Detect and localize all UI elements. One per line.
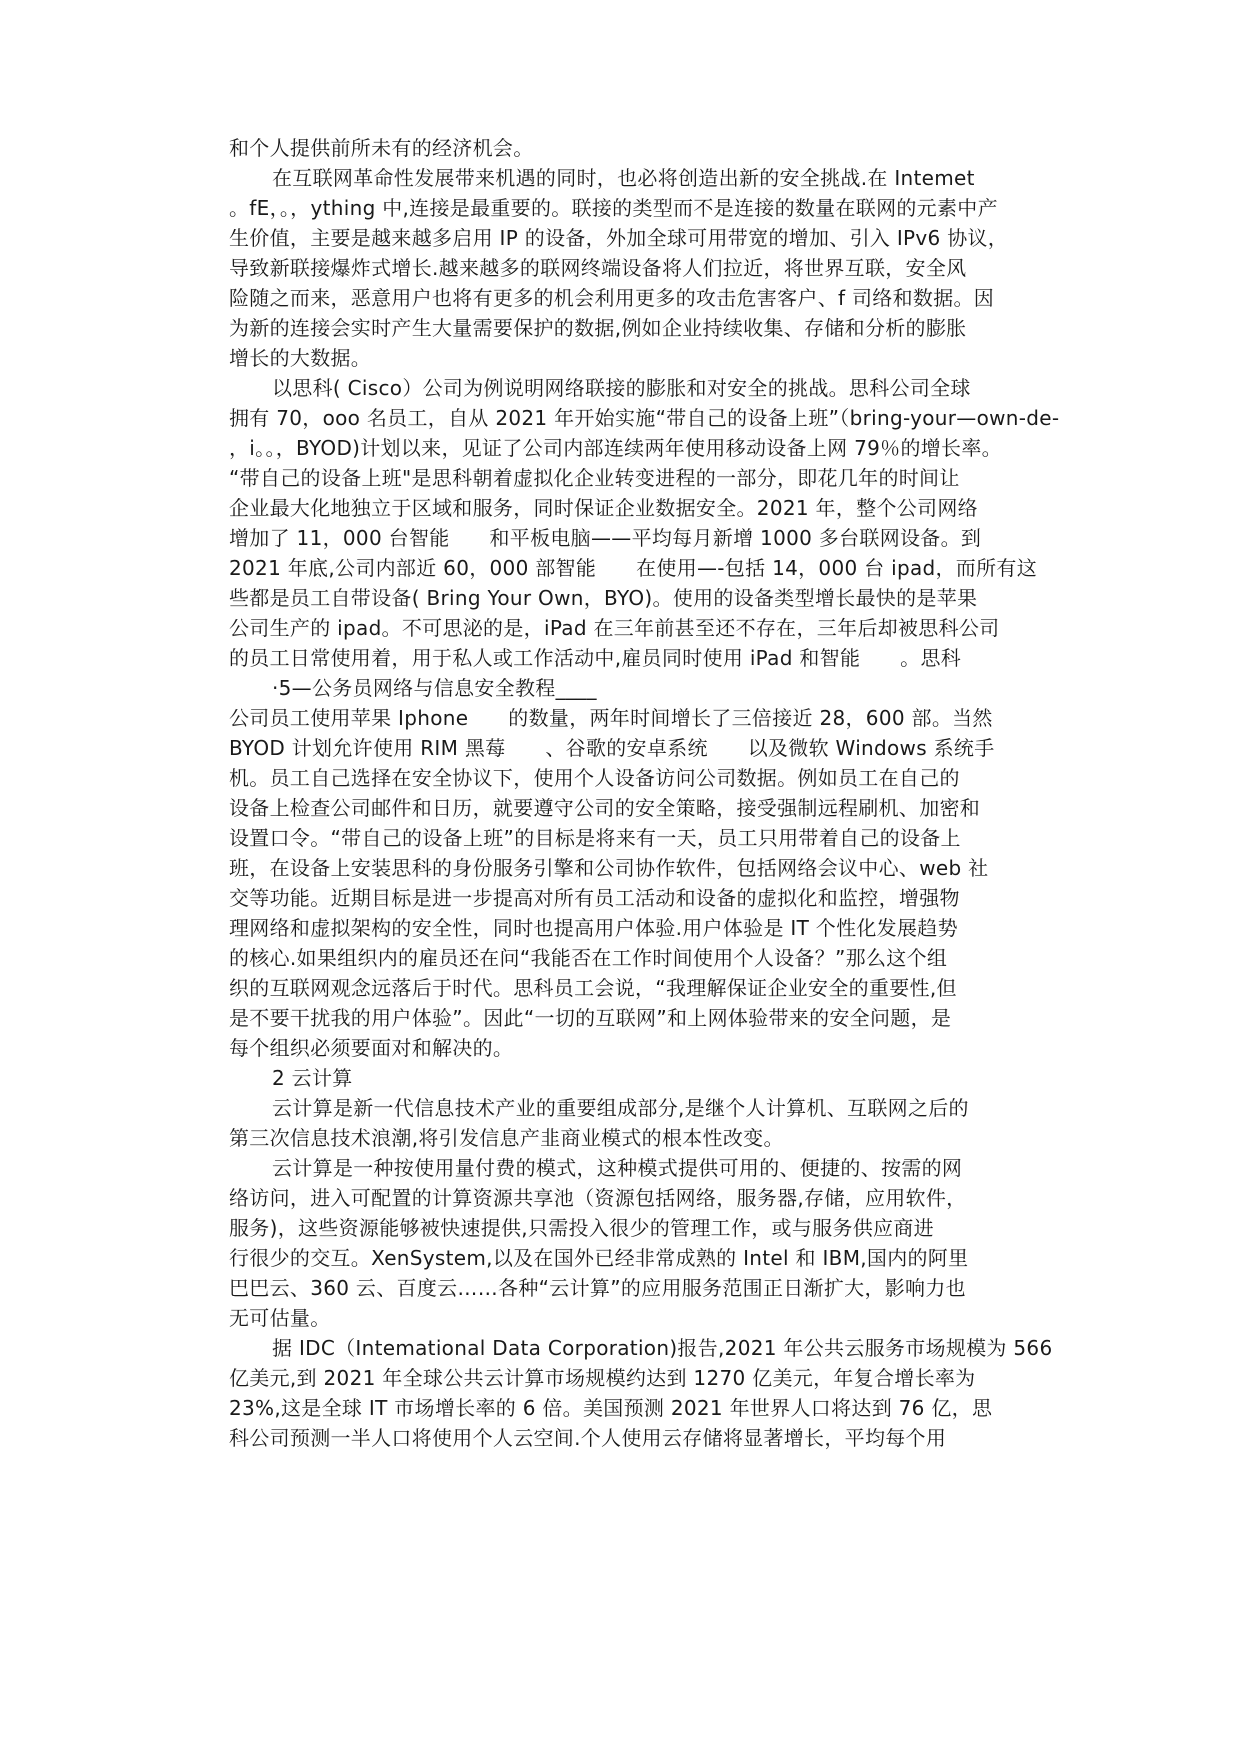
text-line: 交等功能。近期目标是进一步提高对所有员工活动和设备的虚拟化和监控，增强物	[229, 886, 960, 910]
paragraph-line: 云计算是新一代信息技术产业的重要组成部分,是继个人计算机、互联网之后的	[272, 1096, 969, 1120]
text-line: 织的互联网观念远落后于时代。思科员工会说，“我理解保证企业安全的重要性,但	[229, 976, 957, 1000]
text-line: 无可估量。	[229, 1306, 331, 1330]
text-line: 增加了 11，000 台智能 和平板电脑——平均每月新增 1000 多台联网设备。到	[229, 526, 982, 550]
text-line: 巴巴云、360 云、百度云……各种“云计算”的应用服务范围正日渐扩大，影响力也	[229, 1276, 966, 1300]
text-line: 和个人提供前所未有的经济机会。	[229, 136, 534, 160]
section-heading: 2 云计算	[272, 1066, 353, 1090]
text-line: 亿美元,到 2021 年全球公共云计算市场规模约达到 1270 亿美元，年复合增长率为	[229, 1366, 976, 1390]
text-line: 每个组织必须要面对和解决的。	[229, 1036, 514, 1060]
text-line: 公司员工使用苹果 Iphone 的数量，两年时间增长了三倍接近 28，600 部。当然	[229, 706, 993, 730]
text-line: BYOD 计划允许使用 RIM 黑莓 、谷歌的安卓系统 以及微软 Windows 系统手	[229, 736, 995, 760]
text-line: “带自己的设备上班"是思科朝着虚拟化企业转变进程的一部分，即花几年的时间让	[229, 466, 960, 490]
page-footer-label: ·5—公务员网络与信息安全教程____	[272, 676, 597, 700]
text-line: 行很少的交互。XenSystem,以及在国外已经非常成熟的 Intel 和 IBM,国内的阿里	[229, 1246, 969, 1270]
text-line: 导致新联接爆炸式增长.越来越多的联网终端设备将人们拉近，将世界互联，安全风	[229, 256, 967, 280]
text-line: 险随之而来，恶意用户也将有更多的机会利用更多的攻击危害客户、f 司络和数据。因	[229, 286, 995, 310]
text-line: 设置口令。“带自己的设备上班”的目标是将来有一天，员工只用带着自己的设备上	[229, 826, 961, 850]
text-line: 的核心.如果组织内的雇员还在问“我能否在工作时间使用个人设备？”那么这个组	[229, 946, 948, 970]
text-line: 公司生产的 ipad。不可思泌的是，iPad 在三年前甚至还不存在，三年后却被思科公司	[229, 616, 1000, 640]
text-line: 23%,这是全球 IT 市场增长率的 6 倍。美国预测 2021 年世界人口将达到 76 亿，思	[229, 1396, 993, 1420]
text-line: 的员工日常使用着，用于私人或工作活动中,雇员同时使用 iPad 和智能 。思科	[229, 646, 962, 670]
text-line: 企业最大化地独立于区域和服务，同时保证企业数据安全。2021 年，整个公司网络	[229, 496, 978, 520]
paragraph-line: 以思科( Cisco）公司为例说明网络联接的膨胀和对安全的挑战。思科公司全球	[272, 376, 971, 400]
text-line: 第三次信息技术浪潮,将引发信息产韭商业模式的根本性改变。	[229, 1126, 784, 1150]
text-line: 生价值，主要是越来越多启用 IP 的设备，外加全球可用带宽的增加、引入 IPv6 协议，	[229, 226, 1009, 250]
text-line: 理网络和虚拟架构的安全性，同时也提高用户体验.用户体验是 IT 个性化发展趋势	[229, 916, 958, 940]
text-line: ，i。。，BYOD)计划以来，见证了公司内部连续两年使用移动设备上网 79％的增长率。	[229, 436, 1002, 460]
text-line: 些都是员工自带设备( Bring Your Own，BYO)。使用的设备类型增长最快的是苹果	[229, 586, 978, 610]
text-line: 为新的连接会实时产生大量需要保护的数据,例如企业持续收集、存储和分析的膨胀	[229, 316, 967, 340]
paragraph-line: 在互联网革命性发展带来机遇的同时，也必将创造出新的安全挑战.在 Intemet	[272, 166, 975, 190]
text-line: 服务)，这些资源能够被快速提供,只需投入很少的管理工作，或与服务供应商进	[229, 1216, 934, 1240]
text-line: 拥有 70，ooo 名员工，自从 2021 年开始实施“带自己的设备上班”（bring-your—own-de-	[229, 406, 1060, 430]
text-line: 。fE，。，ything 中,连接是最重要的。联接的类型而不是连接的数量在联网的元素中产	[229, 196, 998, 220]
text-line: 机。员工自己选择在安全协议下，使用个人设备访问公司数据。例如员工在自己的	[229, 766, 960, 790]
text-line: 科公司预测一半人口将使用个人云空间.个人使用云存储将显著增长，平均每个用	[229, 1426, 947, 1450]
text-line: 班，在设备上安装思科的身份服务引擎和公司协作软件，包括网络会议中心、web 社	[229, 856, 989, 880]
text-line: 络访问，进入可配置的计算资源共享池（资源包括网络，服务器,存储，应用软件，	[229, 1186, 967, 1210]
text-line: 增长的大数据。	[229, 346, 372, 370]
paragraph-line: 据 IDC（Intemational Data Corporation)报告,2021 年公共云服务市场规模为 566	[272, 1336, 1053, 1360]
text-line: 设备上检查公司邮件和日历，就要遵守公司的安全策略，接受强制远程刷机、加密和	[229, 796, 981, 820]
text-line: 是不要干扰我的用户体验”。因此“一切的互联网”和上网体验带来的安全问题，是	[229, 1006, 952, 1030]
text-line: 2021 年底,公司内部近 60，000 部智能 在使用—-包括 14，000 台 ipad，而所有这	[229, 556, 1038, 580]
paragraph-line: 云计算是一种按使用量付费的模式，这种模式提供可用的、便捷的、按需的网	[272, 1156, 963, 1180]
